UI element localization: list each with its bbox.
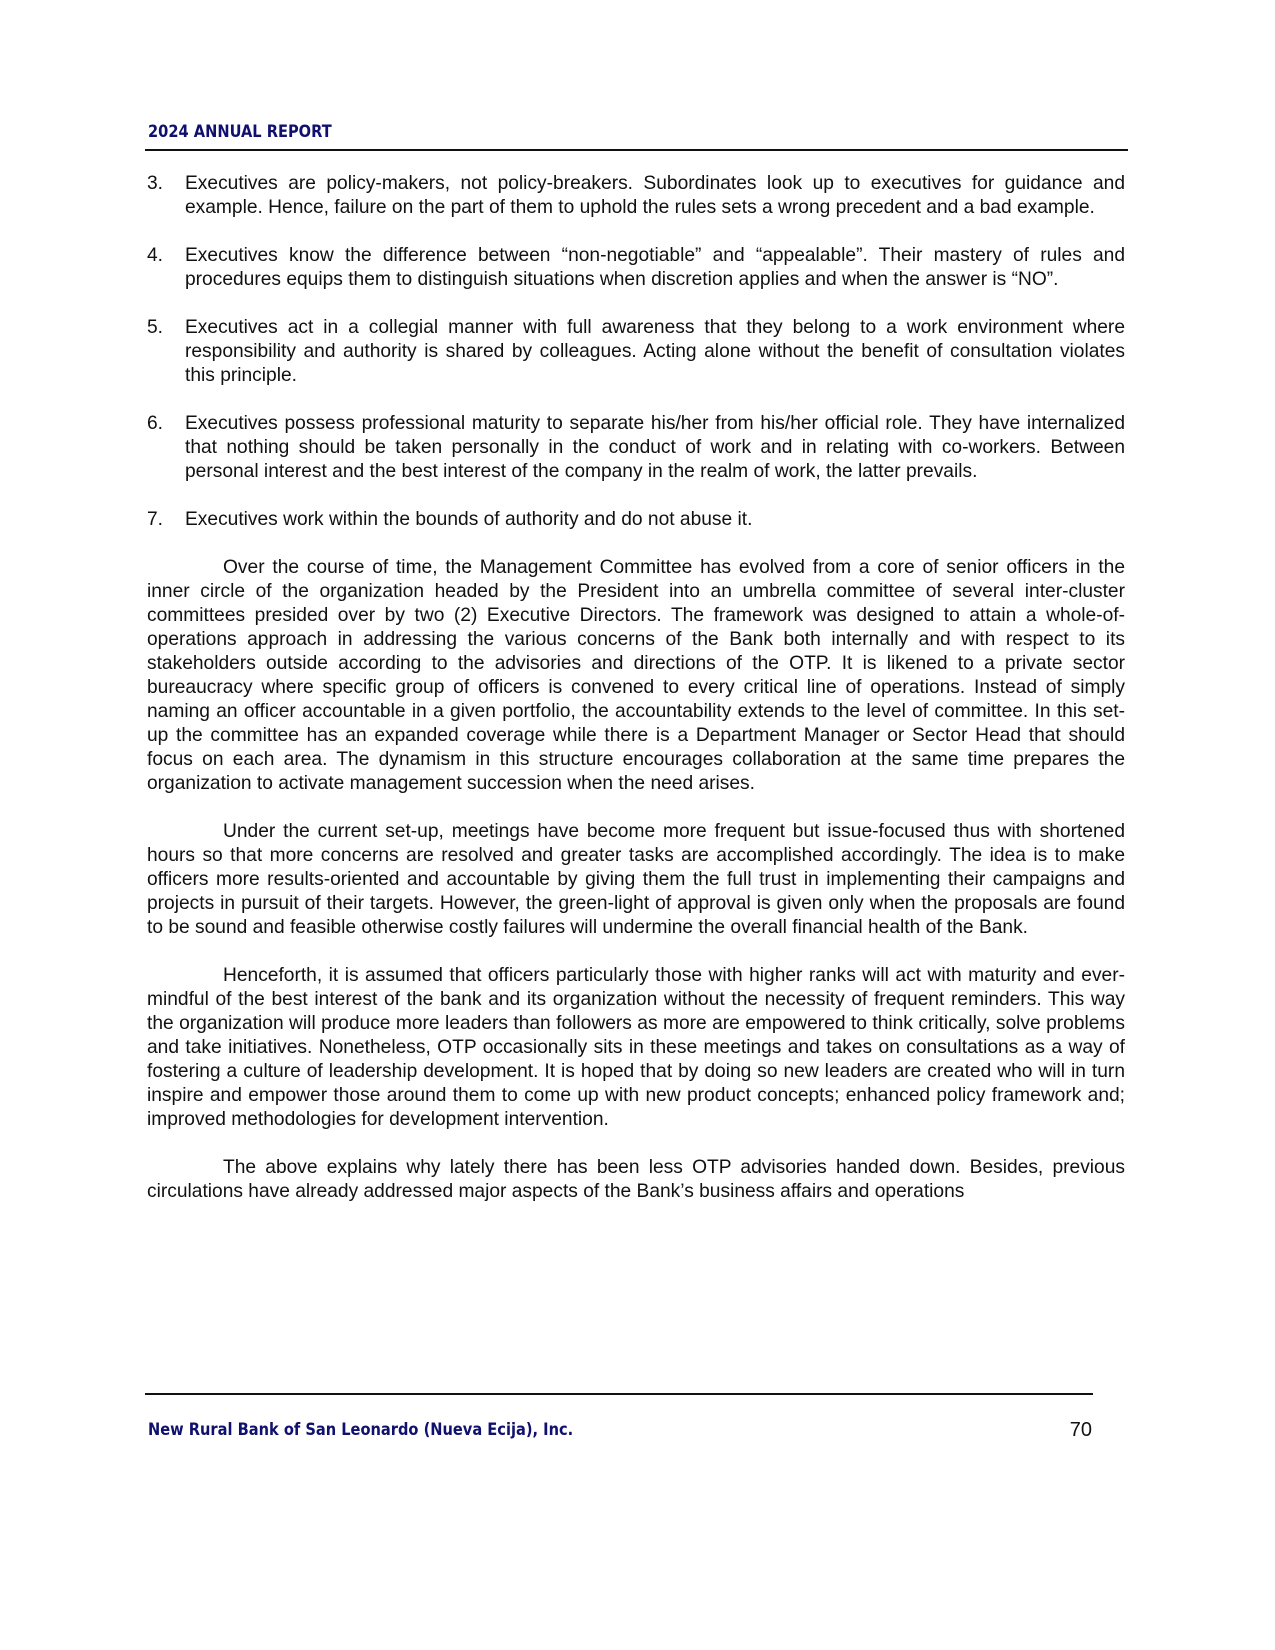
paragraph-current-setup: Under the current set-up, meetings have become more frequent but issue-focused thus with shortened hours so that more concerns are resolved and greater tasks are accomplished accordingly. The idea is to make officers more results-oriented and accountable by giving them the full trust in implementing their campaigns and projects in pursuit of their targets. However, the green-light of approval is given only when the proposals are found to be sound and feasible otherwise costly failures will undermine the overall financial health of the Bank. bbox=[147, 821, 1125, 938]
list-item-text: Executives are policy-makers, not policy-breakers. Subordinates look up to executives for guidance and example. Hence, failure on the part of them to uphold the rules sets a wrong precedent and a bad example. bbox=[185, 173, 1125, 218]
executive-principles-list bbox=[147, 172, 1125, 532]
list-item-text: Executives act in a collegial manner with full awareness that they belong to a work environment where responsibility and authority is shared by colleagues. Acting alone without the benefit of consultation violates this principle. bbox=[185, 317, 1125, 386]
footer-divider bbox=[145, 1393, 1093, 1395]
header-divider bbox=[145, 149, 1128, 151]
report-header-title: 2024 ANNUAL REPORT bbox=[148, 122, 332, 142]
list-item bbox=[147, 316, 1125, 388]
list-item bbox=[147, 244, 1125, 292]
list-item bbox=[147, 412, 1125, 484]
list-item-number: 6. bbox=[147, 413, 164, 434]
paragraph-otp-advisories: The above explains why lately there has been less OTP advisories handed down. Besides, previous circulations have already addressed major aspects of the Bank’s business affairs and operations bbox=[147, 1157, 1125, 1202]
paragraph-henceforth: Henceforth, it is assumed that officers particularly those with higher ranks will act with maturity and ever-mindful of the best interest of the bank and its organization without the necessity of frequent reminders. This way the organization will produce more leaders than followers as more are empowered to think critically, solve problems and take initiatives. Nonetheless, OTP occasionally sits in these meetings and takes on consultations as a way of fostering a culture of leadership development. It is hoped that by doing so new leaders are created who will in turn inspire and empower those around them to come up with new product concepts; enhanced policy framework and; improved methodologies for development intervention. bbox=[147, 965, 1125, 1130]
list-item-text: Executives know the difference between “non-negotiable” and “appealable”. Their mastery of rules and procedures equips them to distinguish situations when discretion applies and when the answer is “NO”. bbox=[185, 245, 1125, 290]
paragraph-management-committee: Over the course of time, the Management Committee has evolved from a core of senior officers in the inner circle of the organization headed by the President into an umbrella committee of several inter-cluster committees presided over by two (2) Executive Directors. The framework was designed to attain a whole-of-operations approach in addressing the various concerns of the Bank both internally and with respect to its stakeholders outside according to the advisories and directions of the OTP. It is likened to a private sector bureaucracy where specific group of officers is convened to every critical line of operations. Instead of simply naming an officer accountable in a given portfolio, the accountability extends to the level of committee. In this set-up the committee has an expanded coverage while there is a Department Manager or Sector Head that should focus on each area. The dynamism in this structure encourages collaboration at the same time prepares the organization to activate management succession when the need arises. bbox=[147, 557, 1125, 794]
list-item-number: 4. bbox=[147, 245, 164, 266]
list-item bbox=[147, 508, 1125, 532]
page-number: 70 bbox=[1069, 1419, 1092, 1441]
list-item-number: 5. bbox=[147, 317, 164, 338]
list-item-number: 7. bbox=[147, 509, 164, 530]
footer-organization-name: New Rural Bank of San Leonardo (Nueva Ecija), Inc. bbox=[148, 1420, 574, 1440]
document-body bbox=[147, 172, 1125, 1204]
list-item-text: Executives work within the bounds of authority and do not abuse it. bbox=[185, 509, 753, 530]
list-item bbox=[147, 172, 1125, 220]
list-item-text: Executives possess professional maturity to separate his/her from his/her official role. They have internalized that nothing should be taken personally in the conduct of work and in relating with co-workers. Between personal interest and the best interest of the company in the realm of work, the latter prevails. bbox=[185, 413, 1125, 482]
list-item-number: 3. bbox=[147, 173, 164, 194]
